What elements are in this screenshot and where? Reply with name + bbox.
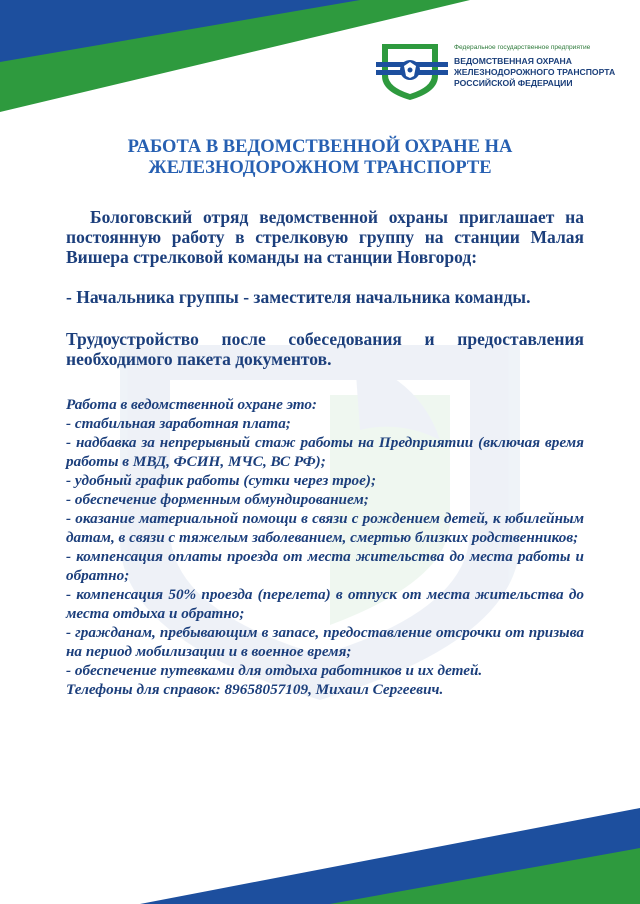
list-item: - удобный график работы (сутки через трое); [66,472,377,489]
list-item: - надбавка за непрерывный стаж работы на Предприятии (включая время работы в МВД, ФСИН, МЧС, ВС РФ); [66,434,584,470]
title-line: РАБОТА В ВЕДОМСТВЕННОЙ ОХРАНЕ НА [127,137,513,157]
org-name [454,56,615,89]
list-item: - компенсация 50% проезда (перелета) в отпуск от места жительства до места отдыха и обратно; [66,586,584,622]
vacancy-position: - Начальника группы - заместителя начальника команды. [66,287,531,307]
list-item: - стабильная заработная плата; [66,415,291,432]
org-type: Федеральное государственное предприятие [454,44,591,51]
list-item: - оказание материальной помощи в связи с рождением детей, к юбилейным датам, в связи с тяжелым заболеванием, смертью близких родственников; [66,510,584,546]
title-line: ЖЕЛЕЗНОДОРОЖНОМ ТРАНСПОРТЕ [148,158,492,178]
org-name-line: ВЕДОМСТВЕННАЯ ОХРАНА [454,56,572,66]
list-item: - обеспечение форменным обмундированием; [66,491,369,508]
benefits-heading: Работа в ведомственной охране это: [66,396,317,413]
main-content [66,207,584,699]
shield-emblem-icon [376,40,448,102]
list-item: - обеспечение путевками для отдыха работников и их детей. [66,662,483,679]
contacts-line: Телефоны для справок: 89658057109, Михаил Сергеевич. [66,681,444,698]
list-item: - компенсация оплаты проезда от места жительства до места работы и обратно; [66,548,584,584]
employment-note: Трудоустройство после собеседования и предоставления необходимого пакета документов. [66,329,584,369]
page-title [60,137,580,179]
intro-paragraph: Бологовский отряд ведомственной охраны приглашает на постоянную работу в стрелковую группу на станции Малая Вишера стрелковой команды на станции Новгород: [66,207,584,267]
org-name-line: РОССИЙСКОЙ ФЕДЕРАЦИИ [454,78,573,88]
list-item: - гражданам, пребывающим в запасе, предоставление отсрочки от призыва на период мобилизации и в военное время; [66,624,584,660]
benefits-list [66,395,584,699]
org-logo-block [376,40,616,102]
org-name-line: ЖЕЛЕЗНОДОРОЖНОГО ТРАНСПОРТА [454,67,616,77]
